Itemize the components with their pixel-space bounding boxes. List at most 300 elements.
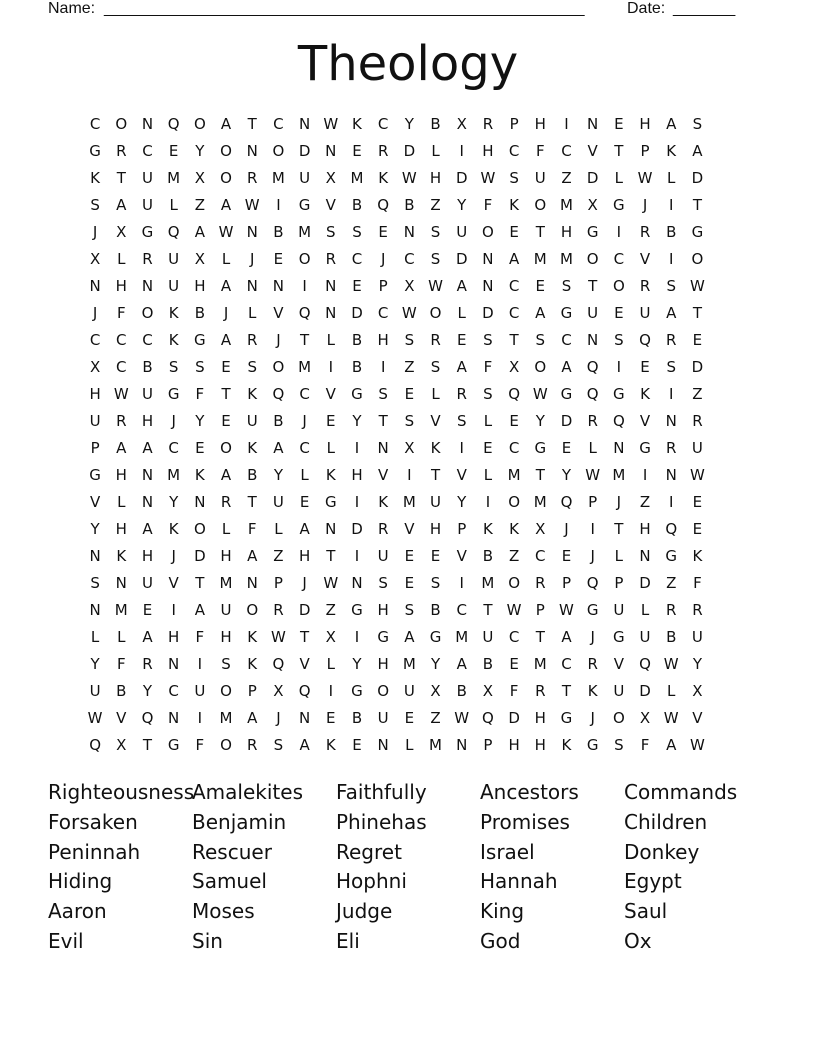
grid-letter: M <box>559 250 573 268</box>
grid-letter: B <box>456 682 467 700</box>
grid-letter: E <box>221 412 231 430</box>
grid-letter: A <box>273 439 284 457</box>
grid-letter: Q <box>298 304 311 322</box>
grid-row <box>82 570 738 597</box>
grid-letter: N <box>665 412 677 430</box>
grid-letter: N <box>351 574 363 592</box>
grid-letter: P <box>614 574 624 592</box>
grid-row <box>82 192 738 219</box>
grid-letter: G <box>665 547 678 565</box>
grid-letter: U <box>456 223 468 241</box>
grid-letter: L <box>614 169 624 187</box>
grid-letter: E <box>273 250 284 268</box>
grid-letter: S <box>90 574 100 592</box>
grid-row <box>82 462 738 489</box>
grid-letter: W <box>689 466 705 484</box>
grid-letter: L <box>248 304 257 322</box>
grid-letter: C <box>116 331 127 349</box>
grid-letter: V <box>168 574 179 592</box>
word-list-item: Faithfully <box>336 780 427 804</box>
word-list-item: Promises <box>480 809 570 834</box>
grid-letter: A <box>220 277 232 295</box>
grid-letter: U <box>141 169 153 187</box>
grid-letter: I <box>354 628 360 646</box>
grid-letter: D <box>194 547 206 565</box>
grid-letter: R <box>377 142 389 160</box>
grid-letter: G <box>560 304 573 322</box>
grid-letter: W <box>532 385 548 403</box>
grid-letter: R <box>587 655 598 673</box>
grid-letter: N <box>246 142 258 160</box>
word-list-item: Evil <box>48 928 84 953</box>
grid-letter: W <box>323 115 339 133</box>
grid-letter: J <box>276 709 281 727</box>
grid-letter: W <box>480 169 496 187</box>
grid-letter: T <box>300 628 310 646</box>
grid-letter: B <box>482 655 494 673</box>
grid-letter: C <box>377 115 389 133</box>
grid-letter: M <box>167 466 181 484</box>
grid-letter: E <box>299 493 310 511</box>
grid-letter: H <box>351 466 363 484</box>
grid-letter: H <box>194 277 206 295</box>
grid-letter: E <box>509 223 519 241</box>
grid-letter: U <box>272 493 284 511</box>
grid-letter: L <box>483 412 493 430</box>
grid-letter: L <box>431 142 440 160</box>
grid-row <box>82 732 738 759</box>
word-list-item: Judge <box>336 899 393 924</box>
grid-letter: V <box>692 709 703 727</box>
grid-row <box>82 678 738 705</box>
grid-letter: W <box>401 169 417 187</box>
grid-letter: R <box>692 601 703 619</box>
grid-letter: W <box>428 277 443 295</box>
grid-letter: C <box>613 250 625 268</box>
grid-letter: E <box>326 709 336 727</box>
grid-letter: B <box>194 304 205 322</box>
grid-letter: M <box>533 250 547 268</box>
grid-letter: T <box>430 466 441 484</box>
grid-letter: T <box>326 547 336 565</box>
grid-letter: N <box>89 277 101 295</box>
grid-letter: G <box>167 385 180 403</box>
grid-letter: G <box>298 196 311 214</box>
grid-letter: U <box>141 196 153 214</box>
grid-letter: K <box>352 115 362 133</box>
grid-letter: O <box>272 358 285 376</box>
grid-letter: D <box>691 358 704 376</box>
grid-letter: E <box>430 547 441 565</box>
grid-letter: P <box>247 682 257 700</box>
grid-letter: O <box>377 682 390 700</box>
grid-letter: N <box>377 736 389 754</box>
grid-letter: N <box>194 493 206 511</box>
grid-letter: P <box>378 277 388 295</box>
grid-letter: U <box>89 412 101 430</box>
grid-letter: C <box>508 628 520 646</box>
grid-row <box>82 138 738 165</box>
word-list-item: Phinehas <box>336 809 427 834</box>
grid-letter: M <box>533 493 547 511</box>
grid-letter: L <box>614 547 624 565</box>
grid-letter: S <box>430 223 441 241</box>
grid-letter: C <box>508 277 520 295</box>
grid-letter: B <box>351 196 363 214</box>
grid-letter: T <box>535 628 545 646</box>
grid-letter: W <box>585 466 601 484</box>
grid-letter: R <box>430 331 441 349</box>
grid-letter: W <box>87 709 103 727</box>
grid-letter: R <box>247 331 258 349</box>
grid-letter: I <box>276 196 281 214</box>
grid-letter: S <box>404 601 415 619</box>
grid-letter: Y <box>430 655 441 673</box>
grid-letter: W <box>637 169 653 187</box>
grid-letter: Z <box>430 196 441 214</box>
grid-letter: H <box>115 277 127 295</box>
word-list-item: Moses <box>192 899 255 924</box>
grid-letter: S <box>666 277 676 295</box>
grid-row <box>82 651 738 678</box>
grid-letter: S <box>378 385 388 403</box>
grid-letter: M <box>612 466 626 484</box>
grid-letter: J <box>590 628 595 646</box>
grid-letter: L <box>90 628 100 646</box>
date-field[interactable]: _______ <box>673 0 736 17</box>
grid-letter: S <box>273 736 284 754</box>
grid-letter: A <box>116 439 127 457</box>
word-list-item: Sin <box>192 928 223 953</box>
grid-letter: F <box>195 385 205 403</box>
grid-letter: L <box>457 304 466 322</box>
grid-letter: B <box>351 358 363 376</box>
grid-letter: D <box>508 709 520 727</box>
grid-letter: R <box>377 520 389 538</box>
grid-letter: J <box>616 493 622 511</box>
grid-letter: H <box>377 655 389 673</box>
grid-row <box>82 165 738 192</box>
grid-letter: S <box>404 412 415 430</box>
grid-letter: T <box>300 331 310 349</box>
grid-letter: W <box>270 628 286 646</box>
grid-letter: G <box>89 142 101 160</box>
grid-letter: K <box>561 736 572 754</box>
grid-letter: B <box>273 223 284 241</box>
grid-letter: G <box>586 601 599 619</box>
grid-letter: U <box>691 628 703 646</box>
grid-letter: U <box>430 493 442 511</box>
grid-letter: E <box>614 115 624 133</box>
grid-letter: V <box>613 655 624 673</box>
grid-letter: C <box>142 142 153 160</box>
word-list-item: Hannah <box>480 869 558 894</box>
grid-letter: C <box>508 439 520 457</box>
grid-letter: R <box>273 601 284 619</box>
grid-letter: S <box>666 358 676 376</box>
grid-letter: L <box>300 466 309 484</box>
grid-letter: E <box>378 223 388 241</box>
grid-letter: V <box>116 709 127 727</box>
grid-letter: X <box>482 682 494 700</box>
grid-letter: N <box>141 493 154 511</box>
grid-letter: I <box>669 385 674 403</box>
grid-letter: E <box>509 412 519 430</box>
grid-letter: N <box>482 250 494 268</box>
grid-letter: L <box>274 520 283 538</box>
grid-letter: C <box>561 655 572 673</box>
grid-letter: S <box>535 331 546 349</box>
grid-letter: L <box>326 439 335 457</box>
grid-letter: X <box>116 736 127 754</box>
grid-letter: Z <box>404 358 415 376</box>
grid-letter: I <box>459 142 464 160</box>
grid-letter: O <box>220 736 232 754</box>
grid-letter: I <box>642 466 648 484</box>
grid-letter: A <box>247 709 258 727</box>
grid-letter: I <box>328 682 333 700</box>
grid-letter: B <box>666 223 677 241</box>
grid-letter: T <box>195 574 205 592</box>
grid-letter: N <box>115 574 127 592</box>
grid-letter: S <box>168 358 179 376</box>
grid-letter: H <box>141 412 154 430</box>
grid-letter: G <box>351 682 363 700</box>
grid-letter: N <box>89 547 101 565</box>
grid-letter: Z <box>273 547 284 565</box>
grid-letter: M <box>559 196 573 214</box>
grid-letter: I <box>616 358 622 376</box>
grid-letter: C <box>299 439 310 457</box>
page-title: Theology <box>297 36 519 92</box>
grid-letter: O <box>246 601 259 619</box>
word-list-item: Commands <box>624 780 738 804</box>
grid-letter: Y <box>195 142 205 160</box>
grid-letter: E <box>692 520 703 538</box>
grid-letter: L <box>326 331 335 349</box>
grid-row <box>82 246 738 273</box>
grid-letter: S <box>614 331 624 349</box>
grid-letter: X <box>404 439 415 457</box>
grid-letter: G <box>586 736 599 754</box>
grid-letter: I <box>328 358 333 376</box>
grid-letter: R <box>247 169 258 187</box>
grid-letter: A <box>666 115 677 133</box>
grid-letter: N <box>325 142 337 160</box>
grid-letter: O <box>220 682 232 700</box>
grid-letter: I <box>669 493 674 511</box>
grid-letter: K <box>587 682 598 700</box>
grid-letter: E <box>561 439 572 457</box>
grid-letter: K <box>247 385 258 403</box>
grid-row <box>82 516 738 543</box>
grid-letter: H <box>639 115 651 133</box>
grid-letter: V <box>299 655 310 673</box>
grid-letter: Q <box>639 331 651 349</box>
grid-letter: Z <box>561 169 572 187</box>
grid-letter: R <box>220 493 232 511</box>
grid-letter: N <box>613 439 625 457</box>
grid-letter: A <box>456 277 467 295</box>
grid-letter: H <box>534 115 546 133</box>
grid-letter: I <box>669 196 674 214</box>
grid-letter: O <box>141 304 154 322</box>
grid-letter: T <box>535 223 545 241</box>
grid-letter: T <box>116 169 126 187</box>
grid-letter: N <box>168 655 180 673</box>
grid-letter: J <box>92 304 98 322</box>
grid-letter: J <box>276 331 281 349</box>
grid-letter: N <box>587 115 599 133</box>
grid-letter: X <box>273 682 284 700</box>
word-list-item: Rescuer <box>192 839 272 864</box>
grid-letter: L <box>326 655 335 673</box>
word-list-item: King <box>480 899 525 924</box>
grid-row <box>82 354 738 381</box>
grid-letter: O <box>482 223 494 241</box>
grid-letter: U <box>613 601 625 619</box>
grid-letter: K <box>168 520 179 538</box>
grid-letter: U <box>613 682 625 700</box>
grid-letter: T <box>588 277 598 295</box>
grid-letter: F <box>483 358 493 376</box>
grid-letter: G <box>613 628 625 646</box>
grid-letter: F <box>483 196 493 214</box>
grid-letter: O <box>534 358 547 376</box>
grid-letter: X <box>692 682 703 700</box>
grid-letter: L <box>588 439 597 457</box>
grid-letter: U <box>534 169 546 187</box>
grid-letter: R <box>692 412 703 430</box>
grid-letter: W <box>663 709 679 727</box>
grid-letter: R <box>142 655 153 673</box>
grid-letter: W <box>113 385 129 403</box>
grid-letter: H <box>534 736 546 754</box>
grid-letter: O <box>508 574 520 592</box>
grid-letter: E <box>142 601 153 619</box>
grid-letter: D <box>351 304 363 322</box>
grid-letter: K <box>168 331 179 349</box>
grid-letter: O <box>193 520 206 538</box>
grid-letter: E <box>352 142 362 160</box>
grid-letter: J <box>380 250 386 268</box>
grid-letter: N <box>665 466 677 484</box>
grid-letter: Y <box>90 655 100 673</box>
name-field[interactable]: ______________________________________________________ <box>104 0 585 17</box>
word-list-item: Hiding <box>48 869 113 894</box>
grid-letter: Y <box>352 412 362 430</box>
grid-letter: D <box>482 304 494 322</box>
grid-letter: H <box>482 142 494 160</box>
grid-row <box>82 111 738 138</box>
word-list-item: Peninnah <box>48 839 141 864</box>
grid-letter: Z <box>666 574 677 592</box>
grid-letter: N <box>587 331 599 349</box>
word-list-item: Ancestors <box>480 780 579 804</box>
grid-letter: T <box>509 331 519 349</box>
grid-letter: F <box>640 736 650 754</box>
grid-letter: Q <box>612 412 625 430</box>
grid-letter: V <box>273 304 284 322</box>
grid-letter: I <box>485 493 491 511</box>
grid-letter: N <box>377 439 389 457</box>
grid-letter: R <box>666 439 677 457</box>
grid-letter: D <box>403 142 416 160</box>
grid-row <box>82 597 738 624</box>
grid-letter: I <box>380 358 386 376</box>
grid-letter: N <box>325 304 337 322</box>
grid-letter: X <box>456 115 467 133</box>
word-list-item: Donkey <box>624 839 700 864</box>
grid-letter: K <box>509 196 520 214</box>
grid-letter: B <box>482 547 494 565</box>
grid-letter: U <box>691 439 703 457</box>
grid-letter: H <box>560 223 573 241</box>
grid-letter: Z <box>194 196 205 214</box>
grid-letter: Q <box>560 493 573 511</box>
grid-letter: C <box>273 115 284 133</box>
grid-letter: O <box>298 250 311 268</box>
grid-letter: W <box>559 601 574 619</box>
grid-letter: W <box>218 223 234 241</box>
grid-letter: R <box>587 412 598 430</box>
grid-letter: S <box>90 196 100 214</box>
grid-letter: C <box>299 385 310 403</box>
grid-letter: I <box>354 547 360 565</box>
grid-letter: S <box>378 574 388 592</box>
grid-letter: M <box>533 655 547 673</box>
grid-letter: W <box>689 277 705 295</box>
grid-letter: E <box>326 412 336 430</box>
grid-letter: F <box>195 736 205 754</box>
grid-letter: Y <box>142 682 153 700</box>
grid-letter: J <box>302 412 307 430</box>
grid-letter: I <box>354 493 360 511</box>
word-list-item: Aaron <box>48 899 107 924</box>
grid-letter: C <box>404 250 415 268</box>
grid-letter: W <box>401 304 417 322</box>
grid-letter: X <box>325 169 336 187</box>
grid-letter: K <box>640 385 650 403</box>
grid-letter: N <box>246 223 258 241</box>
grid-letter: C <box>89 115 101 133</box>
grid-letter: N <box>141 466 154 484</box>
grid-letter: E <box>640 358 650 376</box>
grid-letter: D <box>639 682 651 700</box>
grid-letter: R <box>666 601 677 619</box>
grid-letter: B <box>404 196 415 214</box>
grid-letter: V <box>89 493 101 511</box>
grid-letter: T <box>221 385 231 403</box>
grid-letter: D <box>639 574 651 592</box>
grid-row <box>82 435 738 462</box>
grid-letter: C <box>142 331 153 349</box>
grid-letter: L <box>640 601 650 619</box>
grid-letter: M <box>298 223 312 241</box>
grid-letter: X <box>430 682 441 700</box>
grid-letter: C <box>561 331 572 349</box>
grid-letter: E <box>404 547 415 565</box>
grid-letter: M <box>429 736 442 754</box>
grid-row <box>82 543 738 570</box>
grid-letter: Z <box>508 547 520 565</box>
grid-letter: T <box>247 115 257 133</box>
grid-letter: D <box>298 142 311 160</box>
grid-letter: V <box>587 142 598 160</box>
grid-letter: B <box>351 331 363 349</box>
grid-letter: M <box>350 169 364 187</box>
grid-letter: M <box>507 466 521 484</box>
